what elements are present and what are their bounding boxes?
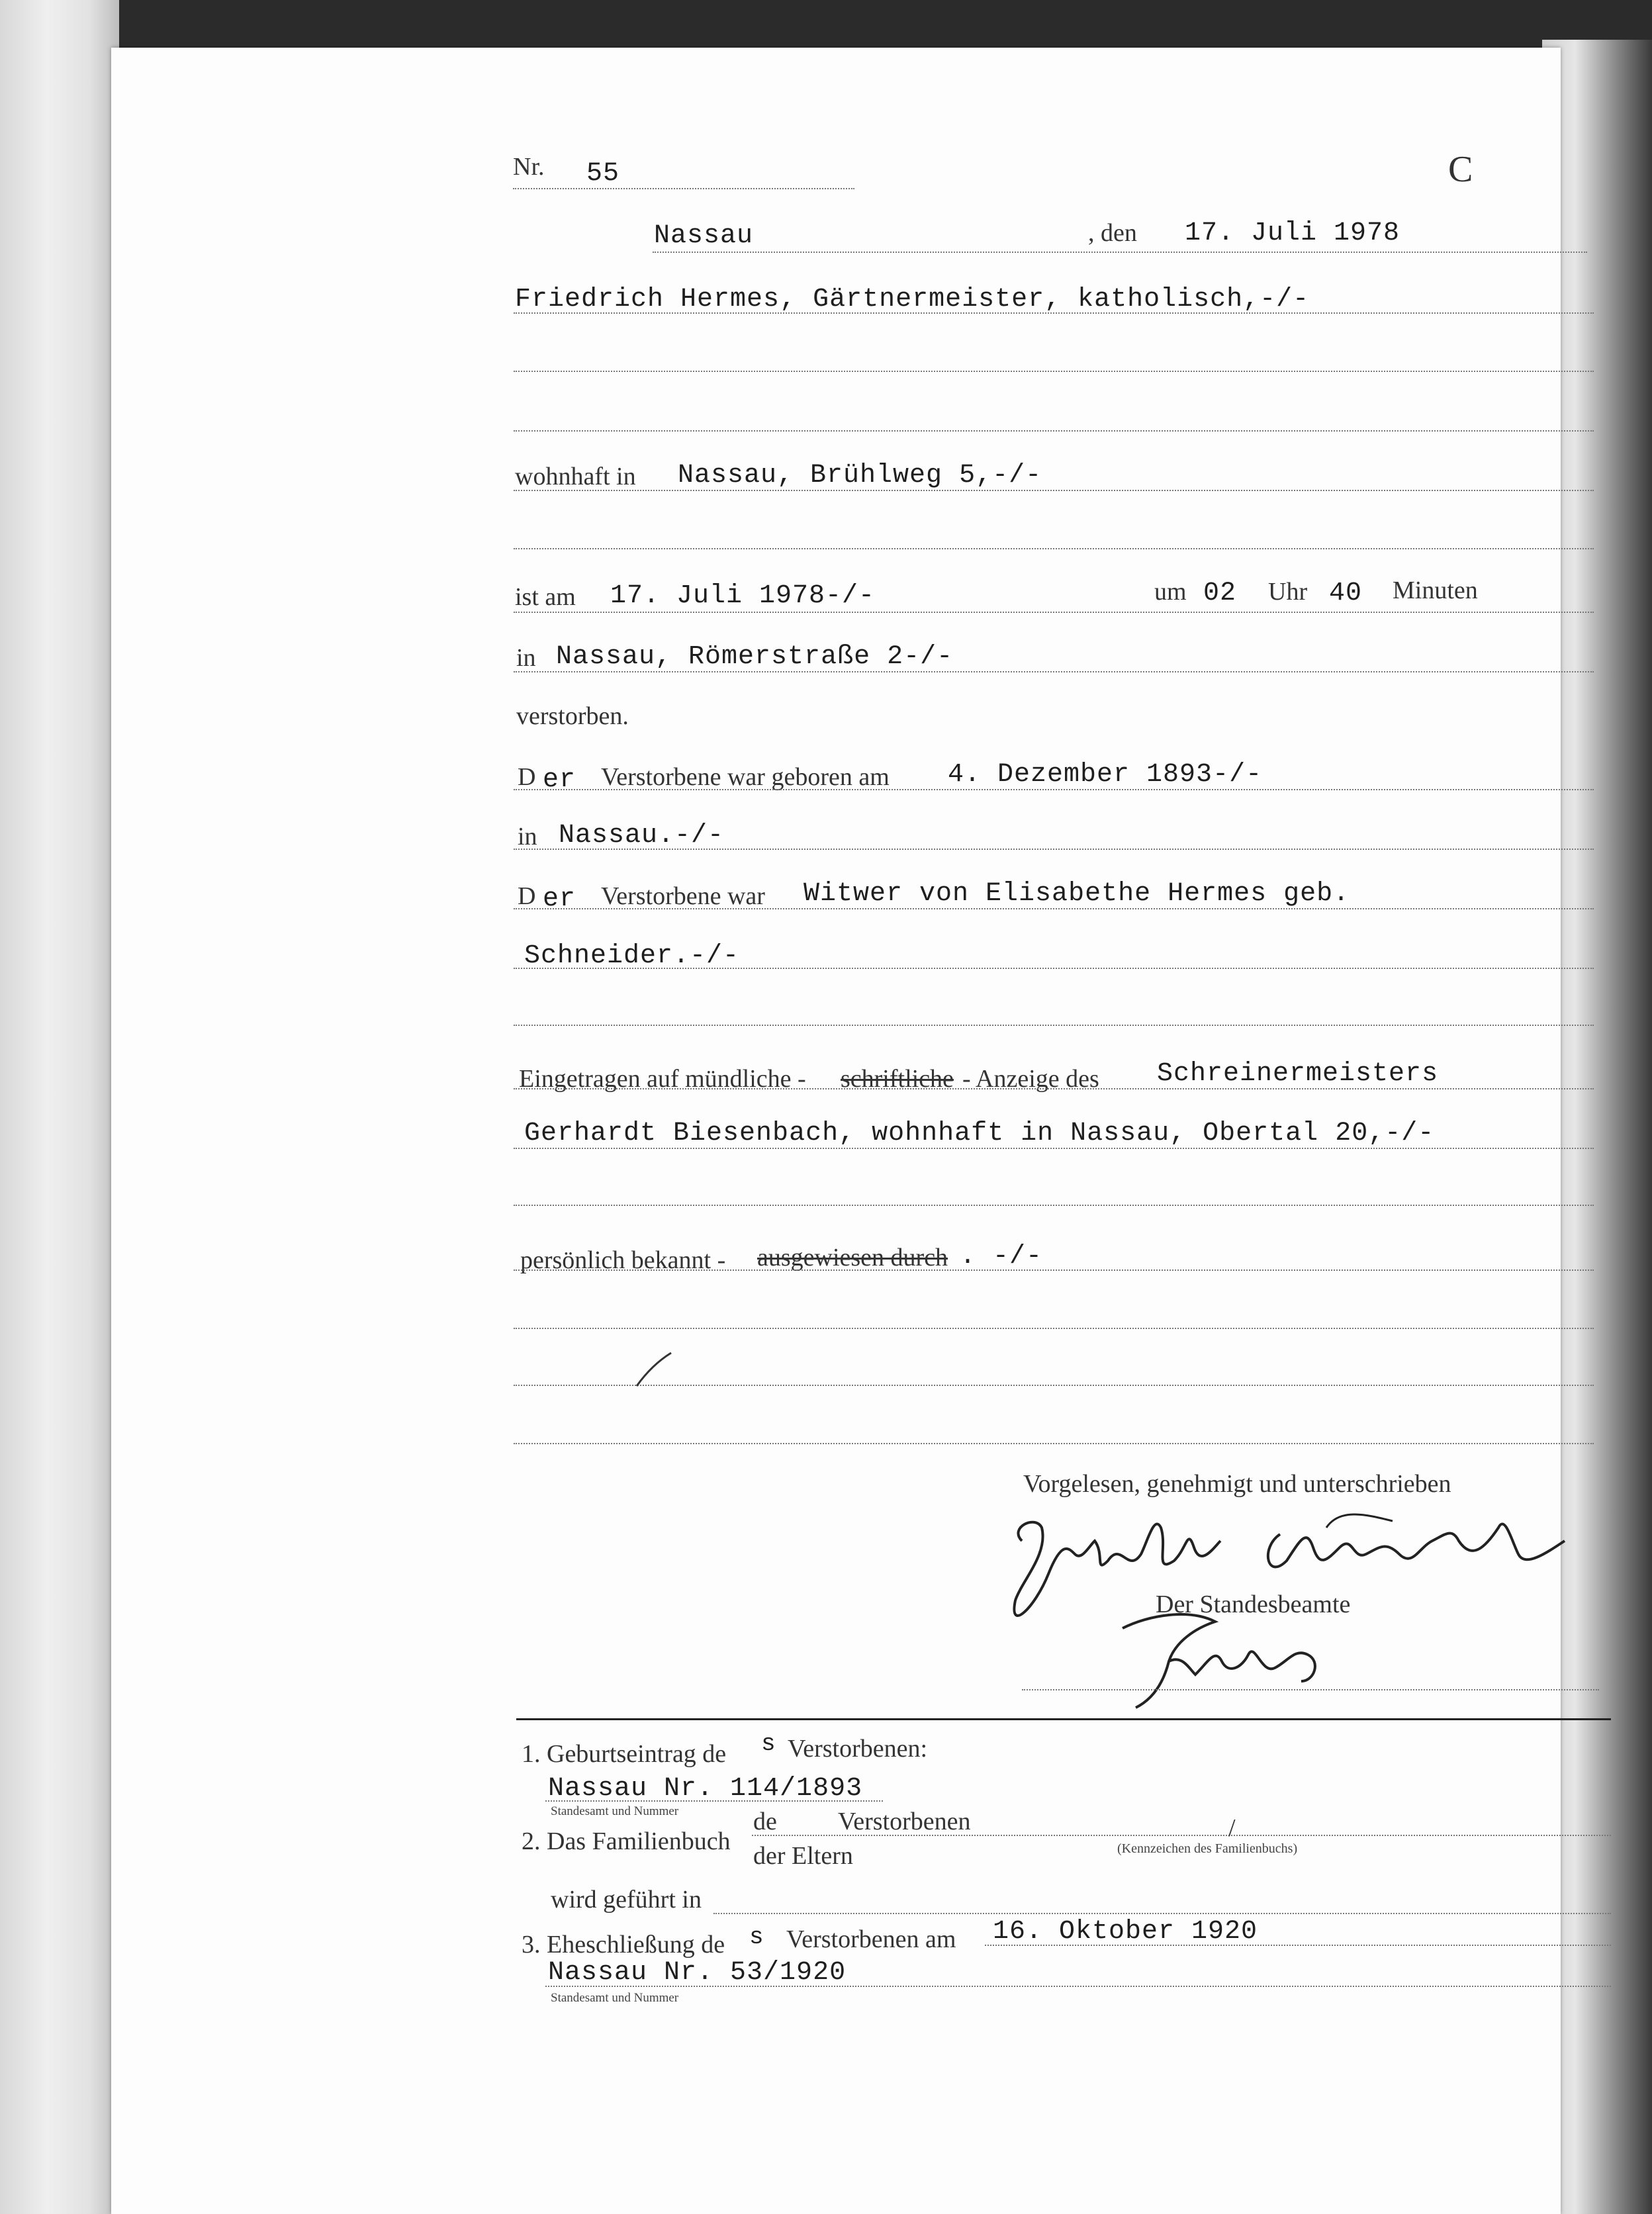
blank-line-8 (514, 1443, 1594, 1444)
informant-line: Gerhardt Biesenbach, wohnhaft in Nassau, Obertal 20,-/- (524, 1119, 1435, 1148)
registrar-signature-line (1022, 1689, 1599, 1690)
identification-suffix: . -/- (960, 1242, 1043, 1271)
death-date-line (514, 612, 1594, 613)
registration-struck: schriftliche (841, 1065, 954, 1093)
date-label: , den (1088, 219, 1137, 247)
blank-line-5 (514, 1205, 1594, 1206)
nr-label: Nr. (513, 153, 545, 181)
hour-label: Uhr (1268, 578, 1308, 606)
registration-label: Eingetragen auf mündliche - (519, 1065, 806, 1093)
birth-place-label: in (518, 823, 537, 851)
item1-line (545, 1800, 883, 1802)
marital-line-2 (514, 968, 1594, 969)
birth-date: 4. Dezember 1893-/- (948, 760, 1263, 790)
identification-label: persönlich bekannt - (520, 1246, 726, 1274)
verstorben-label: verstorben. (516, 702, 629, 730)
item2-kennzeichen: (Kennzeichen des Familienbuchs) (1117, 1841, 1298, 1856)
item1-s: s (761, 1730, 776, 1757)
item3-date: 16. Oktober 1920 (993, 1917, 1258, 1947)
item2-wird-line (713, 1913, 1611, 1914)
registration-label-end: - Anzeige des (962, 1065, 1099, 1093)
death-place: Nassau, Römerstraße 2-/- (556, 642, 954, 672)
item2-label: 2. Das Familienbuch (522, 1827, 731, 1855)
time-prefix: um (1154, 578, 1187, 606)
item3-s: s (749, 1923, 764, 1951)
birth-place-line (514, 849, 1594, 850)
item1-standesamt-label: Standesamt und Nummer (551, 1804, 679, 1818)
blank-line-1 (514, 371, 1594, 372)
registrar-signature (1109, 1602, 1348, 1721)
registration-line-1 (514, 1088, 1594, 1089)
item3-standesamt-label: Standesamt und Nummer (551, 1991, 679, 2005)
informant-occupation: Schreinermeisters (1157, 1059, 1439, 1089)
marital-status-2: Schneider.-/- (524, 941, 740, 971)
nr-value: 55 (586, 159, 620, 189)
item2-line (752, 1835, 1611, 1836)
death-date: 17. Juli 1978-/- (610, 581, 876, 611)
blank-line-3 (514, 548, 1594, 549)
item2-slash: / (1228, 1814, 1236, 1842)
blank-line-2 (514, 430, 1594, 432)
date: 17. Juli 1978 (1185, 218, 1400, 248)
blank-line-4 (514, 1025, 1594, 1026)
registration-line-2 (514, 1148, 1594, 1149)
item1-label: 1. Geburtseintrag de (522, 1740, 727, 1768)
marital-er: er (543, 884, 576, 914)
item3-line (545, 1986, 1611, 1987)
hour: 02 (1203, 578, 1237, 608)
nr-line (513, 188, 854, 189)
blank-line-7 (514, 1385, 1594, 1386)
item3-label: 3. Eheschließung de (522, 1931, 725, 1959)
blank-line-6 (514, 1328, 1594, 1329)
item3-value: Nassau Nr. 53/1920 (548, 1958, 847, 1988)
death-place-label: in (516, 644, 536, 672)
minute-label: Minuten (1393, 577, 1478, 604)
identification-struck: ausgewiesen durch (757, 1244, 948, 1271)
marital-status-1: Witwer von Elisabethe Hermes geb. (803, 879, 1350, 909)
item2-eltern: der Eltern (753, 1842, 853, 1870)
place-line (653, 252, 1587, 253)
deceased-line: Friedrich Hermes, Gärtnermeister, katholisch,-/- (515, 285, 1310, 314)
identification-line (514, 1269, 1594, 1271)
minute: 40 (1329, 578, 1363, 608)
item2-de: de (753, 1808, 777, 1835)
birth-d: D (518, 763, 536, 791)
item2-verstorbenen: Verstorbenen (838, 1808, 971, 1835)
marital-d: D (518, 882, 536, 910)
item1-end: Verstorbenen: (788, 1735, 928, 1763)
residence: Nassau, Brühlweg 5,-/- (678, 461, 1042, 490)
read-approved-label: Vorgelesen, genehmigt und unterschrieben (1023, 1470, 1451, 1498)
marital-label: Verstorbene war (601, 882, 765, 910)
birth-place: Nassau.-/- (559, 821, 725, 851)
item3-mid: Verstorbenen am (786, 1925, 956, 1953)
place: Nassau (654, 221, 754, 251)
birth-er: er (543, 765, 576, 795)
item3-date-line (985, 1945, 1611, 1946)
residence-label: wohnhaft in (515, 463, 636, 490)
corner-letter: C (1448, 149, 1473, 190)
footer-divider (516, 1718, 1611, 1720)
item1-value: Nassau Nr. 114/1893 (548, 1774, 863, 1804)
birth-label: Verstorbene war geboren am (601, 763, 890, 791)
residence-line (514, 490, 1594, 491)
marital-line-1 (514, 908, 1594, 909)
death-register-page (111, 48, 1561, 2214)
birth-date-line (514, 789, 1594, 790)
book-left-page (0, 0, 119, 2214)
item2-wird: wird geführt in (551, 1886, 702, 1914)
death-place-line (514, 671, 1594, 672)
registrar-label: Der Standesbeamte (1156, 1591, 1351, 1618)
pen-stroke-mark (634, 1349, 674, 1391)
deceased-line-rule (514, 312, 1594, 314)
death-date-label: ist am (515, 583, 576, 611)
